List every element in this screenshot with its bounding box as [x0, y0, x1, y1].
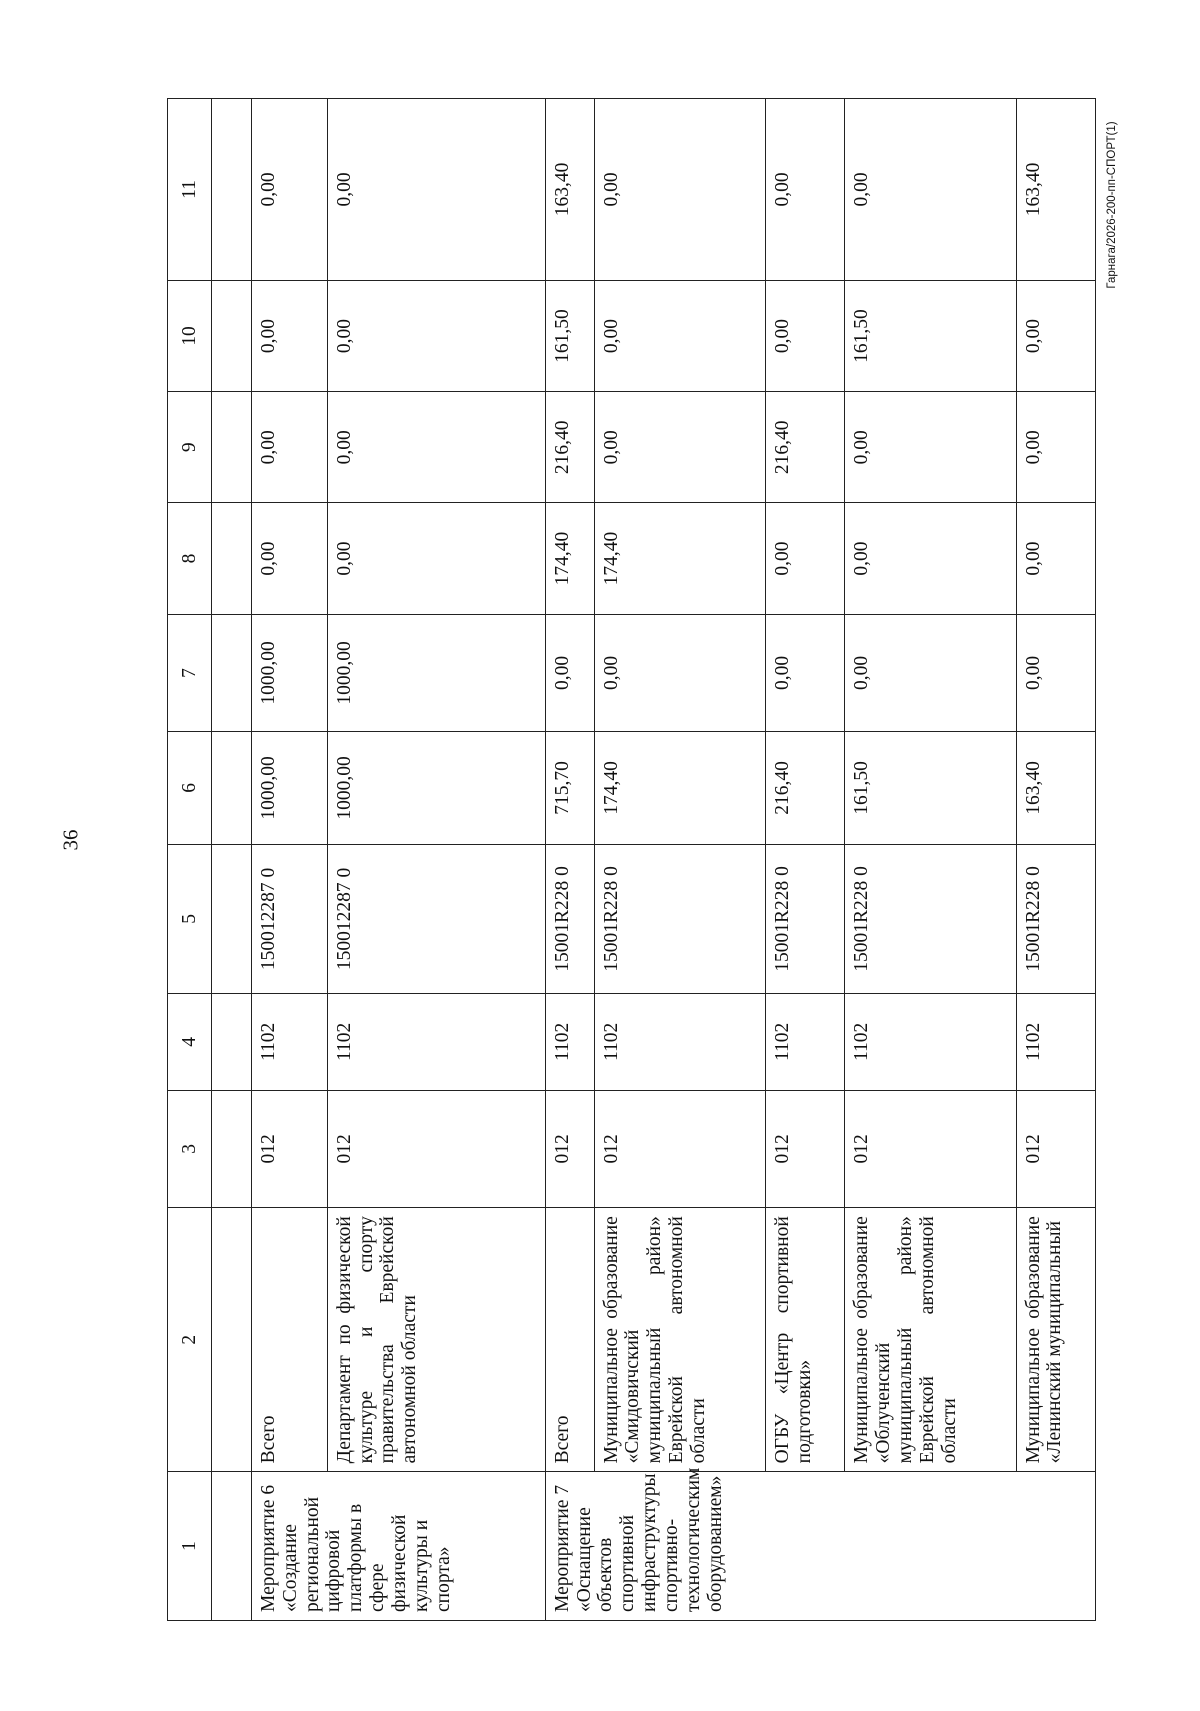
budget-table-container [167, 98, 1096, 1621]
year-cell: 0,00 [845, 99, 1016, 281]
empty-cell [212, 1472, 252, 1621]
year-cell: 0,00 [845, 614, 1016, 732]
total-cell: 1000,00 [252, 732, 328, 844]
executor-cell: Муниципальное образование «Ленинский муниципальный [1016, 1208, 1096, 1472]
year-cell: 0,00 [327, 503, 545, 614]
year-cell: 0,00 [252, 503, 328, 614]
year-cell: 1000,00 [252, 614, 328, 732]
csr-cell: 15001R228 0 [545, 844, 594, 994]
grbs-cell: 012 [765, 1090, 844, 1208]
csr-cell: 15001R228 0 [594, 844, 765, 994]
year-cell: 0,00 [252, 99, 328, 281]
year-cell: 161,50 [845, 280, 1016, 391]
total-cell: 161,50 [845, 732, 1016, 844]
column-number-row [168, 99, 212, 1621]
year-cell: 1000,00 [327, 614, 545, 732]
year-cell: 0,00 [845, 392, 1016, 503]
column-number: 4 [168, 994, 212, 1090]
measure-cell: Мероприятие 7 «Оснащение объектов спортивной инфраструктуры спортивно-технологическим оборудованием» [545, 1472, 1095, 1621]
year-cell: 0,00 [327, 99, 545, 281]
csr-cell: 15001R228 0 [765, 844, 844, 994]
column-number: 2 [168, 1208, 212, 1472]
executor-cell: ОГБУ «Центр спортивной подготовки» [765, 1208, 844, 1472]
total-cell: 216,40 [765, 732, 844, 844]
csr-cell: 150012287 0 [327, 844, 545, 994]
table-row [1016, 99, 1096, 1621]
executor-cell: Муниципальное образование «Облученский муниципальный район» Еврейской автономной области [845, 1208, 1016, 1472]
section-cell: 1102 [1016, 994, 1096, 1090]
year-cell: 0,00 [765, 99, 844, 281]
table-row [327, 99, 545, 1621]
budget-table [167, 98, 1096, 1621]
empty-cell [212, 392, 252, 503]
year-cell: 174,40 [545, 503, 594, 614]
year-cell: 0,00 [765, 614, 844, 732]
year-cell: 0,00 [594, 99, 765, 281]
column-number: 3 [168, 1090, 212, 1208]
year-cell: 0,00 [252, 280, 328, 391]
empty-cell [212, 99, 252, 281]
empty-cell [212, 844, 252, 994]
table-row [545, 99, 594, 1621]
grbs-cell: 012 [594, 1090, 765, 1208]
empty-cell [212, 1090, 252, 1208]
table-row [765, 99, 844, 1621]
section-cell: 1102 [594, 994, 765, 1090]
grbs-cell: 012 [845, 1090, 1016, 1208]
executor-cell: Всего [252, 1208, 328, 1472]
year-cell: 216,40 [765, 392, 844, 503]
section-cell: 1102 [845, 994, 1016, 1090]
year-cell: 0,00 [594, 392, 765, 503]
table-row [594, 99, 765, 1621]
empty-cell [212, 732, 252, 844]
year-cell: 0,00 [1016, 503, 1096, 614]
year-cell: 216,40 [545, 392, 594, 503]
grbs-cell: 012 [1016, 1090, 1096, 1208]
column-number: 7 [168, 614, 212, 732]
executor-cell: Всего [545, 1208, 594, 1472]
year-cell: 163,40 [545, 99, 594, 281]
empty-cell [212, 280, 252, 391]
executor-cell: Департамент по физической культуре и спорту правительства Еврейской автономной области [327, 1208, 545, 1472]
section-cell: 1102 [545, 994, 594, 1090]
year-cell: 0,00 [252, 392, 328, 503]
year-cell: 0,00 [327, 392, 545, 503]
empty-cell [212, 614, 252, 732]
empty-cell [212, 994, 252, 1090]
column-number: 9 [168, 392, 212, 503]
column-number: 5 [168, 844, 212, 994]
total-cell: 715,70 [545, 732, 594, 844]
total-cell: 1000,00 [327, 732, 545, 844]
section-cell: 1102 [765, 994, 844, 1090]
grbs-cell: 012 [545, 1090, 594, 1208]
year-cell: 0,00 [845, 503, 1016, 614]
section-cell: 1102 [327, 994, 545, 1090]
year-cell: 0,00 [1016, 614, 1096, 732]
document-code: Гарнага/2026-200-пп-СПОРТ(1) [1106, 121, 1118, 289]
year-cell: 0,00 [765, 503, 844, 614]
year-cell: 0,00 [327, 280, 545, 391]
year-cell: 0,00 [594, 280, 765, 391]
year-cell: 0,00 [594, 614, 765, 732]
year-cell: 0,00 [1016, 280, 1096, 391]
table-row [845, 99, 1016, 1621]
column-number: 6 [168, 732, 212, 844]
year-cell: 161,50 [545, 280, 594, 391]
csr-cell: 15001R228 0 [1016, 844, 1096, 994]
total-cell: 163,40 [1016, 732, 1096, 844]
column-number: 11 [168, 99, 212, 281]
column-number: 1 [168, 1472, 212, 1621]
year-cell: 0,00 [765, 280, 844, 391]
table-row [252, 99, 328, 1621]
column-number: 8 [168, 503, 212, 614]
empty-cell [212, 1208, 252, 1472]
csr-cell: 15001R228 0 [845, 844, 1016, 994]
year-cell: 0,00 [545, 614, 594, 732]
grbs-cell: 012 [327, 1090, 545, 1208]
grbs-cell: 012 [252, 1090, 328, 1208]
year-cell: 174,40 [594, 503, 765, 614]
csr-cell: 150012287 0 [252, 844, 328, 994]
section-cell: 1102 [252, 994, 328, 1090]
measure-cell: Мероприятие 6 «Создание региональной цифровой платформы в сфере физической культуры и спорта» [252, 1472, 546, 1621]
executor-cell: Муниципальное образование «Смидовичский муниципальный район» Еврейской автономной области [594, 1208, 765, 1472]
year-cell: 163,40 [1016, 99, 1096, 281]
column-number: 10 [168, 280, 212, 391]
spacer-row [212, 99, 252, 1621]
total-cell: 174,40 [594, 732, 765, 844]
empty-cell [212, 503, 252, 614]
page-number: 36 [58, 829, 83, 851]
year-cell: 0,00 [1016, 392, 1096, 503]
